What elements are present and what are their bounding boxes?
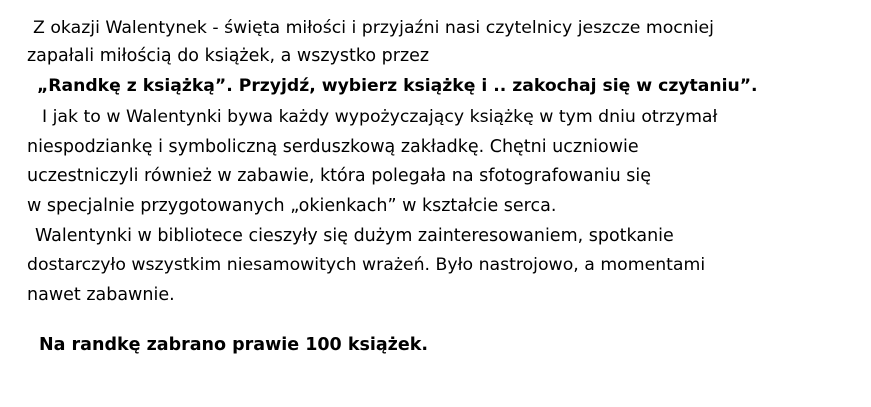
text-line: nawet zabawnie.	[27, 285, 175, 305]
text-line: I jak to w Walentynki bywa każdy wypożyczający książkę w tym dniu otrzymał	[42, 107, 718, 127]
text-line: dostarczyło wszystkim niesamowitych wrażeń. Było nastrojowo, a momentami	[27, 255, 706, 275]
text-line: Z okazji Walentynek - święta miłości i przyjaźni nasi czytelnicy jeszcze mocniej	[33, 18, 714, 38]
text-line: zapałali miłością do książek, a wszystko przez	[27, 46, 430, 66]
text-line: Walentynki w bibliotece cieszyły się dużym zainteresowaniem, spotkanie	[35, 226, 674, 246]
text-line: niespodziankę i symboliczną serduszkową zakładkę. Chętni uczniowie	[27, 137, 639, 157]
text-line: uczestniczyli również w zabawie, która polegała na sfotografowaniu się	[27, 166, 651, 186]
closing-line: Na randkę zabrano prawie 100 książek.	[39, 335, 429, 355]
text-line: w specjalnie przygotowanych „okienkach” w kształcie serca.	[27, 196, 557, 216]
text-line-bold: „Randkę z książką”. Przyjdź, wybierz książkę i .. zakochaj się w czytaniu”.	[37, 76, 758, 96]
